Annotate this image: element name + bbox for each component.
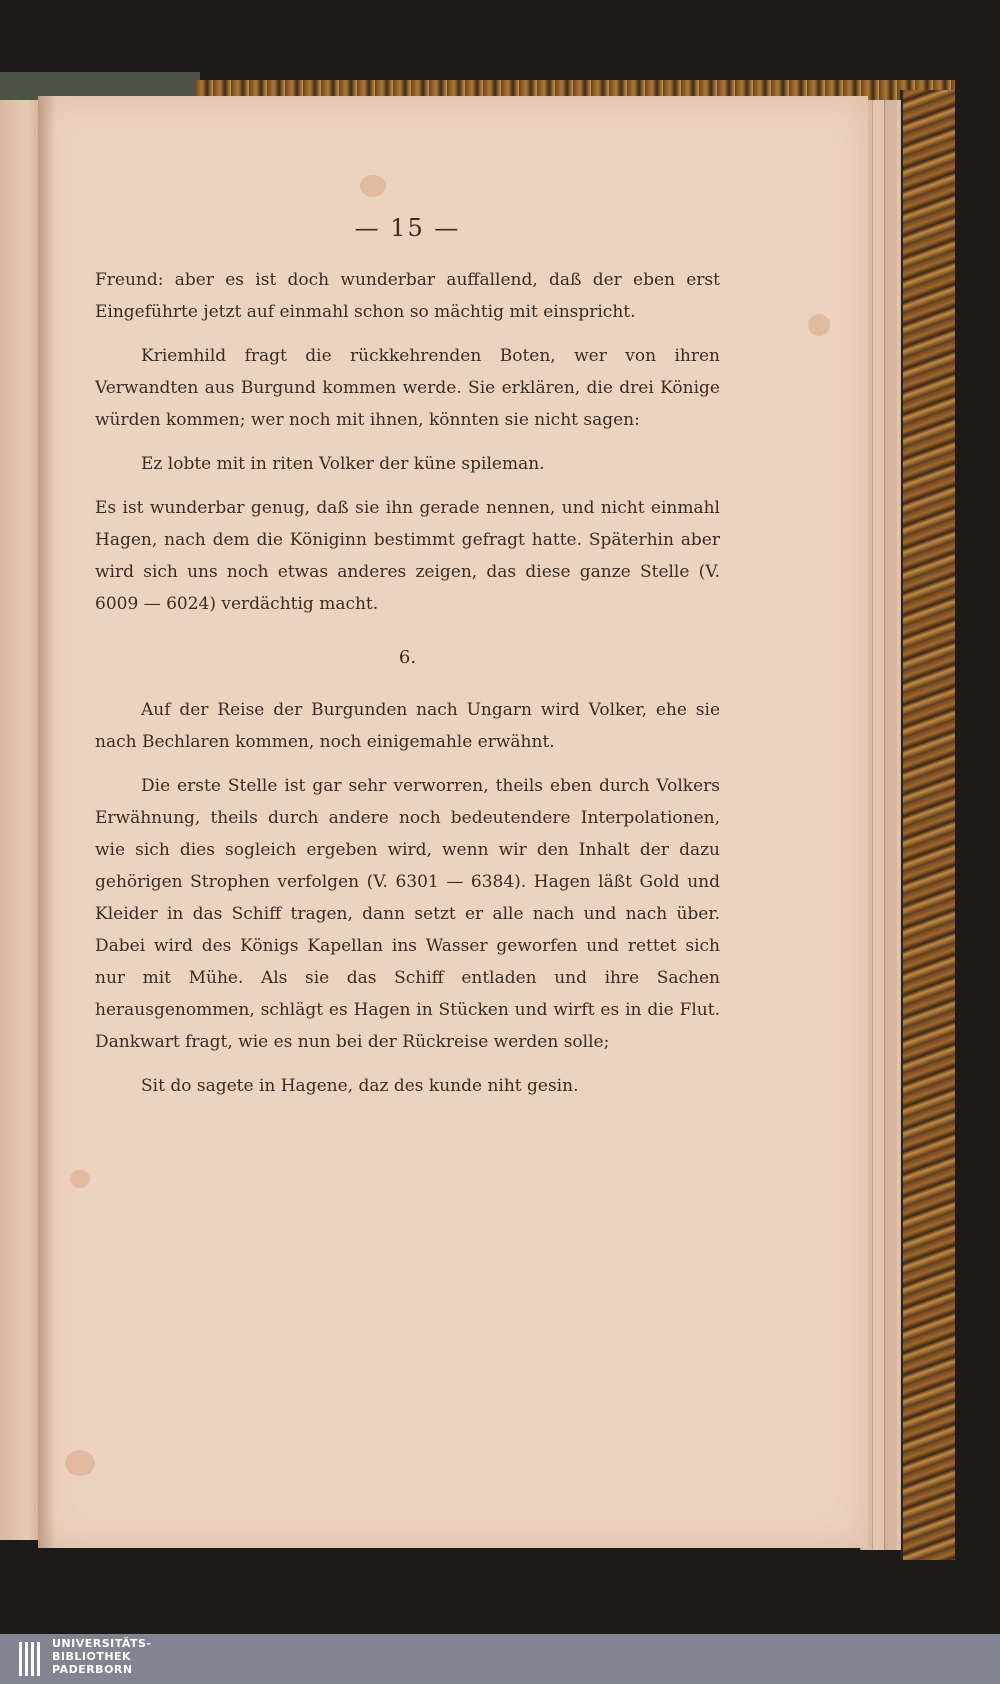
foxing-stain (65, 1450, 95, 1476)
foxing-stain (360, 175, 386, 197)
library-name-line: PADERBORN (52, 1663, 133, 1676)
verse-quote: Ez lobte mit in riten Volker der küne spileman. (141, 454, 545, 474)
library-logo-icon (18, 1640, 44, 1678)
paragraph: Auf der Reise der Burgunden nach Ungarn wird Volker, ehe sie nach Bechlaren kommen, noch einigemahle erwähnt. (95, 700, 720, 752)
library-name-line: BIBLIOTHEK (52, 1650, 132, 1663)
section-number: 6. (398, 647, 417, 668)
paragraph: Freund: aber es ist doch wunderbar auffallend, daß der eben erst Eingeführte jetzt auf einmahl schon so mächtig mit einspricht. (95, 270, 720, 322)
paragraph: Es ist wunderbar genug, daß sie ihn gerade nennen, und nicht einmahl Hagen, nach dem die Königinn bestimmt gefragt hatte. Späterhin aber wird sich uns noch etwas anderes zeigen, das diese ganze Stelle (V. 6009 — 6024) verdächtig macht. (95, 498, 720, 614)
marbled-board-edge (900, 90, 955, 1560)
paragraph: Kriemhild fragt die rückkehrenden Boten, wer von ihren Verwandten aus Burgund kommen werde. Sie erklären, die drei Könige würden kommen; wer noch mit ihnen, könnten sie nicht sagen: (95, 346, 720, 430)
page-stack-edge (884, 100, 897, 1550)
page-number: — 15 — (354, 214, 461, 242)
paragraph: Die erste Stelle ist gar sehr verworren, theils eben durch Volkers Erwähnung, theils durch andere noch bedeutendere Interpolationen, wie sich dies sogleich ergeben wird, wenn wir den Inhalt der dazu gehörigen Strophen verfolgen (V. 6301 — 6384). Hagen läßt Gold und Kleider in das Schiff tragen, dann setzt er alle nach und nach über. Dabei wird des Königs Kapellan ins Wasser geworfen und rettet sich nur mit Mühe. Als sie das Schiff entladen und ihre Sachen herausgenommen, schlägt es Hagen in Stücken und wirft es in die Flut. Dankwart fragt, wie es nun bei der Rückreise werden solle; (95, 776, 720, 1052)
verse-quote: Sit do sagete in Hagene, daz des kunde niht gesin. (141, 1076, 579, 1096)
page-text (95, 210, 720, 1102)
foxing-stain (70, 1170, 90, 1188)
page-gutter-shadow (38, 96, 56, 1548)
foxing-stain (808, 314, 830, 336)
library-name-line: UNIVERSITÄTS- (52, 1637, 152, 1650)
library-name (52, 1637, 152, 1676)
